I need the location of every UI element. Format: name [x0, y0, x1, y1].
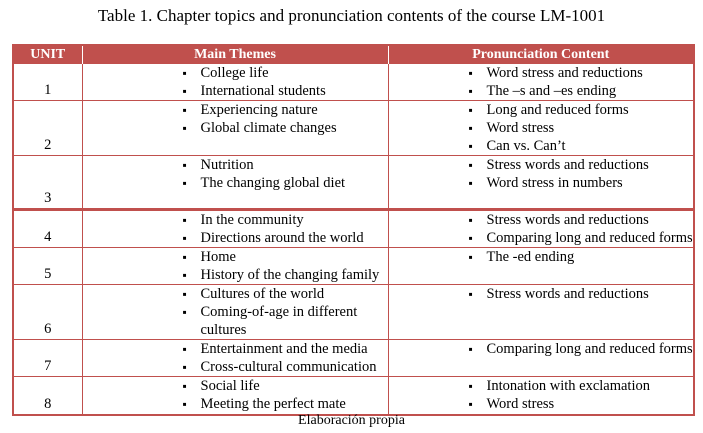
list-item: ▪ International students: [83, 82, 388, 100]
unit-cell: 3: [14, 156, 82, 210]
list-item: ▪ Cross-cultural communication: [83, 358, 388, 376]
list-item: ▪ Stress words and reductions: [389, 211, 694, 229]
list-item: ▪ Global climate changes: [83, 119, 388, 137]
table-body: [14, 64, 693, 414]
table-row: [14, 340, 693, 377]
list-item: ▪ Meeting the perfect mate: [83, 395, 388, 413]
themes-cell: [82, 156, 388, 210]
table-row: [14, 156, 693, 210]
bullet-list: [389, 377, 694, 413]
pronunciation-cell: [388, 377, 693, 414]
themes-cell: [82, 377, 388, 414]
table-row: [14, 377, 693, 414]
list-item: ▪ Stress words and reductions: [389, 156, 694, 174]
list-item: ▪ Comparing long and reduced forms: [389, 229, 694, 247]
list-item: ▪ Cultures of the world: [83, 285, 388, 303]
bullet-list: [389, 248, 694, 266]
bullet-list: [389, 101, 694, 155]
table-caption: Table 1. Chapter topics and pronunciation contents of the course LM-1001: [97, 6, 606, 25]
list-item: ▪ Word stress: [389, 395, 694, 413]
unit-header: UNIT: [14, 46, 82, 64]
bullet-list: [83, 211, 388, 247]
header-row: [14, 46, 693, 64]
unit-cell: 8: [14, 377, 82, 414]
list-item: ▪ Home: [83, 248, 388, 266]
bullet-list: [389, 285, 694, 303]
table-row: [14, 248, 693, 285]
bullet-list: [83, 64, 388, 100]
list-item: ▪ Intonation with exclamation: [389, 377, 694, 395]
themes-cell: [82, 340, 388, 377]
list-item: ▪ History of the changing family: [83, 266, 388, 284]
unit-cell: 7: [14, 340, 82, 377]
pronunciation-cell: [388, 285, 693, 340]
bullet-list: [389, 156, 694, 192]
list-item: ▪ Can vs. Can’t: [389, 137, 694, 155]
unit-cell: 2: [14, 101, 82, 156]
list-item: ▪ The changing global diet: [83, 174, 388, 192]
bullet-list: [389, 211, 694, 247]
bullet-list: [83, 101, 388, 137]
source-note: Elaboración propia: [298, 413, 405, 428]
table-row: [14, 210, 693, 248]
themes-cell: [82, 101, 388, 156]
list-item: ▪ The –s and –es ending: [389, 82, 694, 100]
list-item: ▪ Long and reduced forms: [389, 101, 694, 119]
list-item: ▪ Nutrition: [83, 156, 388, 174]
pronunciation-cell: [388, 101, 693, 156]
pronunciation-cell: [388, 248, 693, 285]
list-item: ▪ College life: [83, 64, 388, 82]
bullet-list: [83, 285, 388, 339]
bullet-list: [389, 340, 694, 358]
table-row: [14, 285, 693, 340]
list-item: ▪ The -ed ending: [389, 248, 694, 266]
list-item: ▪ Experiencing nature: [83, 101, 388, 119]
table-row: [14, 64, 693, 101]
unit-cell: 1: [14, 64, 82, 101]
unit-cell: 5: [14, 248, 82, 285]
pronunciation-cell: [388, 156, 693, 210]
themes-cell: [82, 210, 388, 248]
list-item: ▪ Word stress: [389, 119, 694, 137]
bullet-list: [83, 340, 388, 376]
pronunciation-cell: [388, 64, 693, 101]
list-item: ▪ Entertainment and the media: [83, 340, 388, 358]
course-table: [12, 44, 695, 416]
bullet-list: [83, 377, 388, 413]
list-item: ▪ Social life: [83, 377, 388, 395]
themes-cell: [82, 64, 388, 101]
unit-cell: 4: [14, 210, 82, 248]
pronunciation-cell: [388, 210, 693, 248]
list-item: ▪ Stress words and reductions: [389, 285, 694, 303]
unit-cell: 6: [14, 285, 82, 340]
themes-cell: [82, 248, 388, 285]
bullet-list: [83, 248, 388, 284]
list-item: ▪ Word stress in numbers: [389, 174, 694, 192]
list-item: ▪ Comparing long and reduced forms: [389, 340, 694, 358]
list-item: ▪ Directions around the world: [83, 229, 388, 247]
themes-header: Main Themes: [82, 46, 388, 64]
pronunciation-cell: [388, 340, 693, 377]
bullet-list: [389, 64, 694, 100]
pronunciation-header: Pronunciation Content: [388, 46, 693, 64]
bullet-list: [83, 156, 388, 192]
list-item: ▪ In the community: [83, 211, 388, 229]
table-row: [14, 101, 693, 156]
list-item: ▪ Word stress and reductions: [389, 64, 694, 82]
list-item: ▪ Coming-of-age in different cultures: [83, 303, 388, 339]
themes-cell: [82, 285, 388, 340]
